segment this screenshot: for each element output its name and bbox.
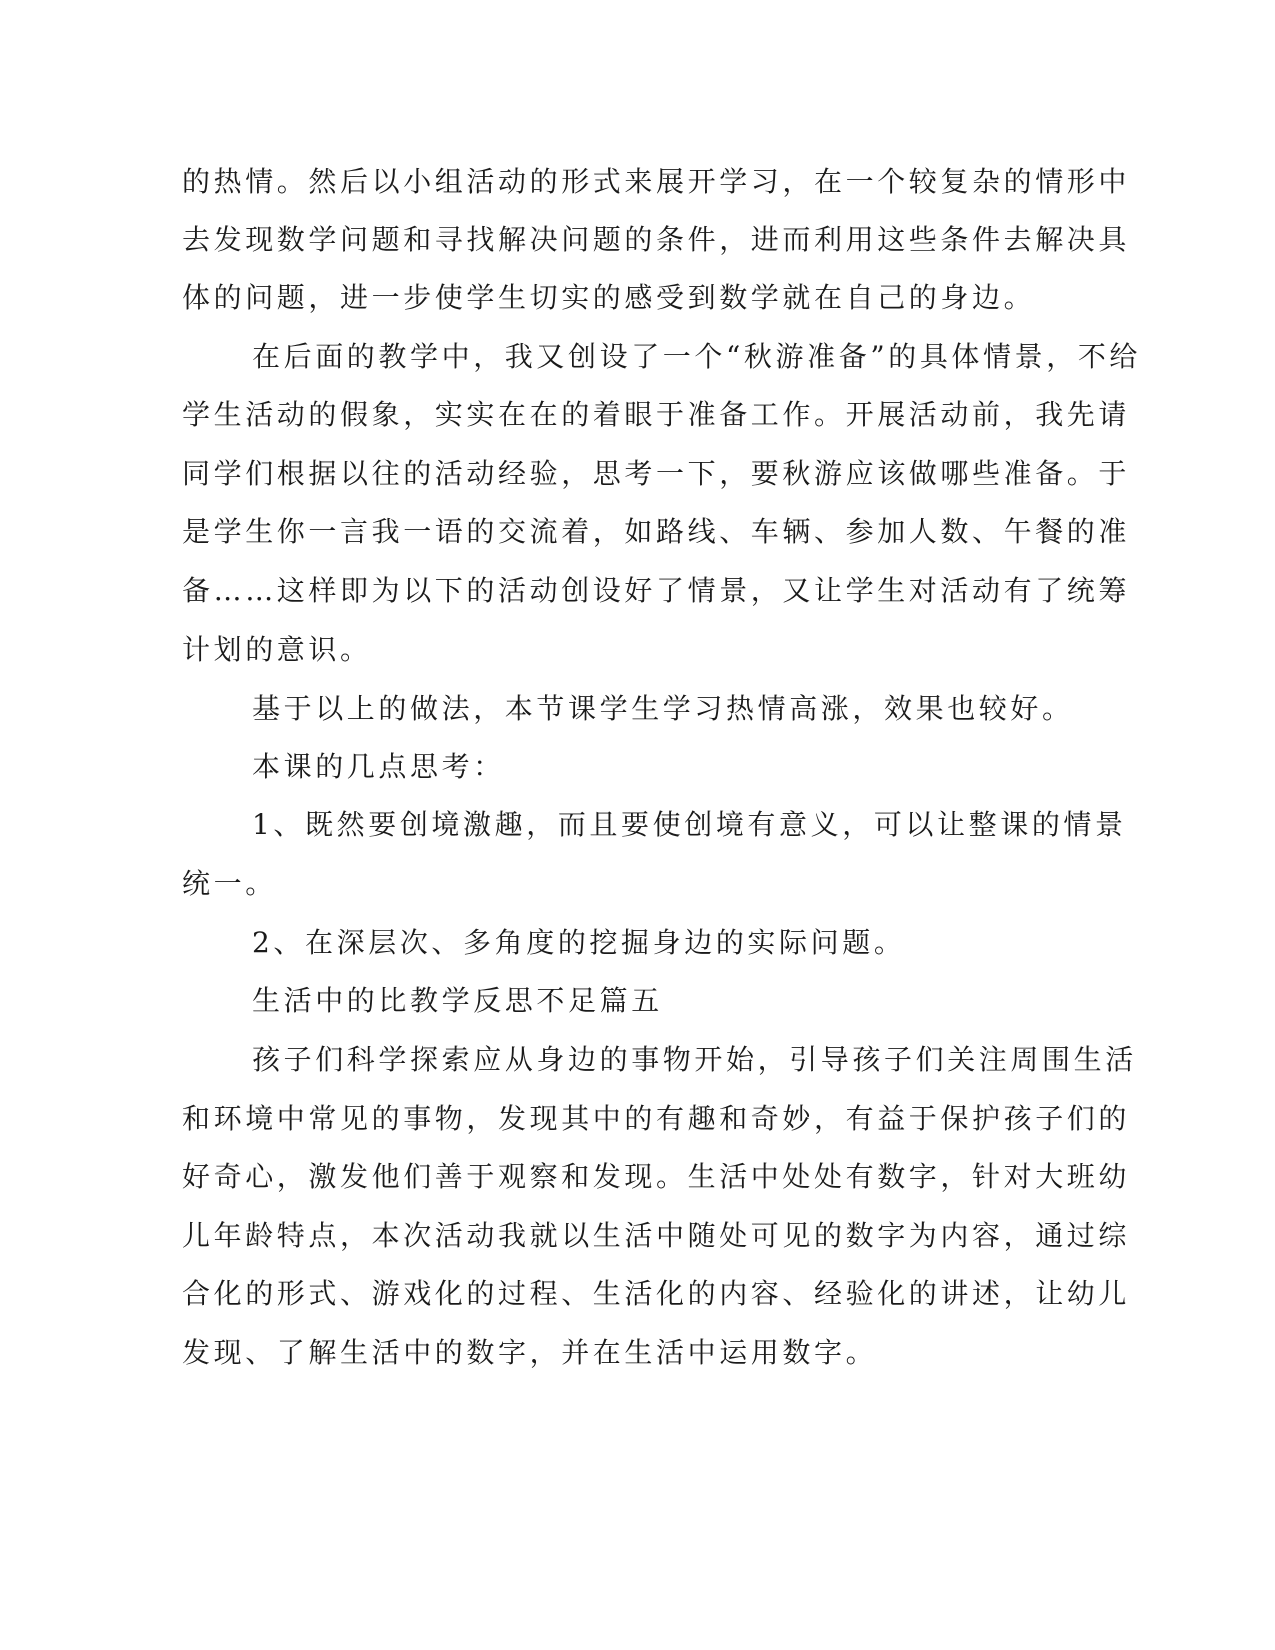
text-line: 是学生你一言我一语的交流着，如路线、车辆、参加人数、午餐的准 [182, 515, 1131, 548]
text-line: 统一。 [182, 867, 277, 900]
text-line: 去发现数学问题和寻找解决问题的条件，进而利用这些条件去解决具 [182, 223, 1131, 256]
text-line: 的热情。然后以小组活动的形式来展开学习，在一个较复杂的情形中 [182, 165, 1131, 198]
text-line: 在后面的教学中，我又创设了一个“秋游准备”的具体情景，不给 [252, 340, 1142, 373]
text-line: 体的问题，进一步使学生切实的感受到数学就在自己的身边。 [182, 281, 1036, 314]
text-line: 基于以上的做法，本节课学生学习热情高涨，效果也较好。 [252, 692, 1074, 725]
section-title: 生活中的比教学反思不足篇五 [252, 984, 663, 1017]
text-line: 合化的形式、游戏化的过程、生活化的内容、经验化的讲述，让幼儿 [182, 1277, 1131, 1310]
text-line: 备……这样即为以下的活动创设好了情景，又让学生对活动有了统筹 [182, 574, 1131, 607]
text-line: 发现、了解生活中的数字，并在生活中运用数字。 [182, 1336, 878, 1369]
text-line: 孩子们科学探索应从身边的事物开始，引导孩子们关注周围生活 [252, 1043, 1137, 1076]
text-line: 和环境中常见的事物，发现其中的有趣和奇妙，有益于保护孩子们的 [182, 1102, 1131, 1135]
text-line: 计划的意识。 [182, 633, 372, 666]
text-line: 本课的几点思考： [252, 750, 505, 783]
text-line: 学生活动的假象，实实在在的着眼于准备工作。开展活动前，我先请 [182, 398, 1131, 431]
text-line: 儿年龄特点，本次活动我就以生活中随处可见的数字为内容，通过综 [182, 1219, 1131, 1252]
text-line: 2、在深层次、多角度的挖掘身边的实际问题。 [252, 926, 906, 959]
text-line: 1、既然要创境激趣，而且要使创境有意义，可以让整课的情景 [252, 808, 1127, 841]
text-line: 好奇心，激发他们善于观察和发现。生活中处处有数字，针对大班幼 [182, 1160, 1131, 1193]
text-line: 同学们根据以往的活动经验，思考一下，要秋游应该做哪些准备。于 [182, 457, 1131, 490]
